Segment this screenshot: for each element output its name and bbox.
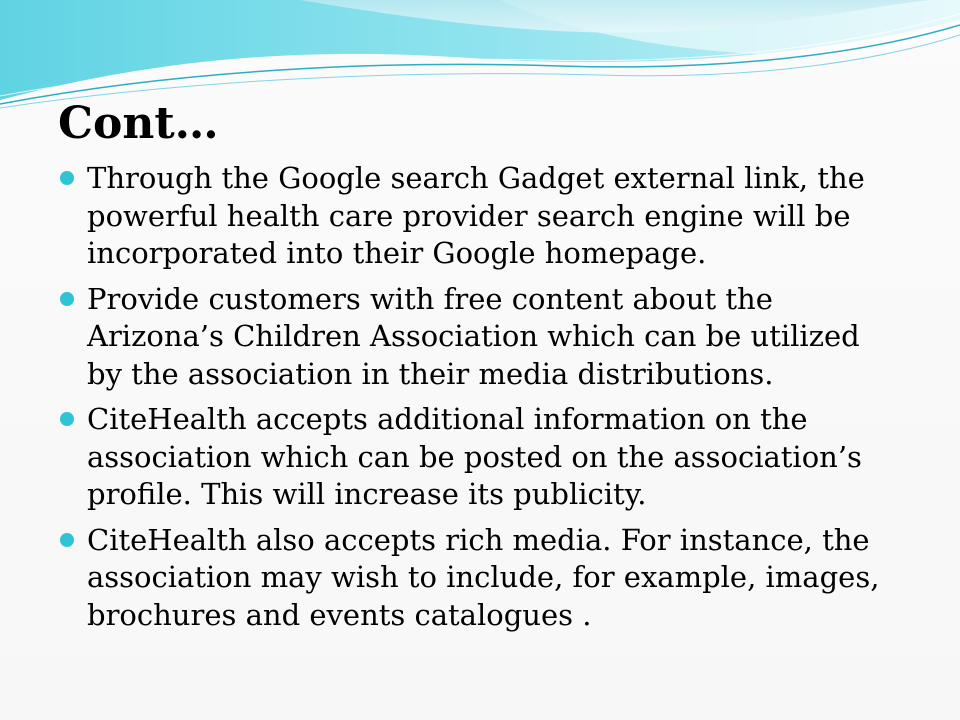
slide-title: Cont… bbox=[58, 98, 219, 149]
bullet-icon bbox=[60, 412, 74, 426]
bullet-icon bbox=[60, 292, 74, 306]
bullet-icon bbox=[60, 533, 74, 547]
bullet-text: CiteHealth accepts additional information on the association which can be posted on the association’s profile. This will increase its publicity. bbox=[87, 402, 862, 511]
bullet-text: Through the Google search Gadget external link, the powerful health care provider search engine will be incorporated into their Google homepage. bbox=[87, 161, 865, 270]
list-item bbox=[58, 281, 898, 394]
list-item bbox=[58, 160, 898, 273]
bullet-text: Provide customers with free content about the Arizona’s Children Association which can be utilized by the association in their media distributions. bbox=[87, 281, 860, 391]
bullet-text: CiteHealth also accepts rich media. For instance, the association may wish to include, for example, images, brochures and events catalogues . bbox=[87, 522, 880, 632]
list-item bbox=[58, 401, 898, 514]
bullet-list bbox=[58, 160, 898, 642]
bullet-icon bbox=[60, 171, 74, 185]
list-item bbox=[58, 522, 898, 635]
